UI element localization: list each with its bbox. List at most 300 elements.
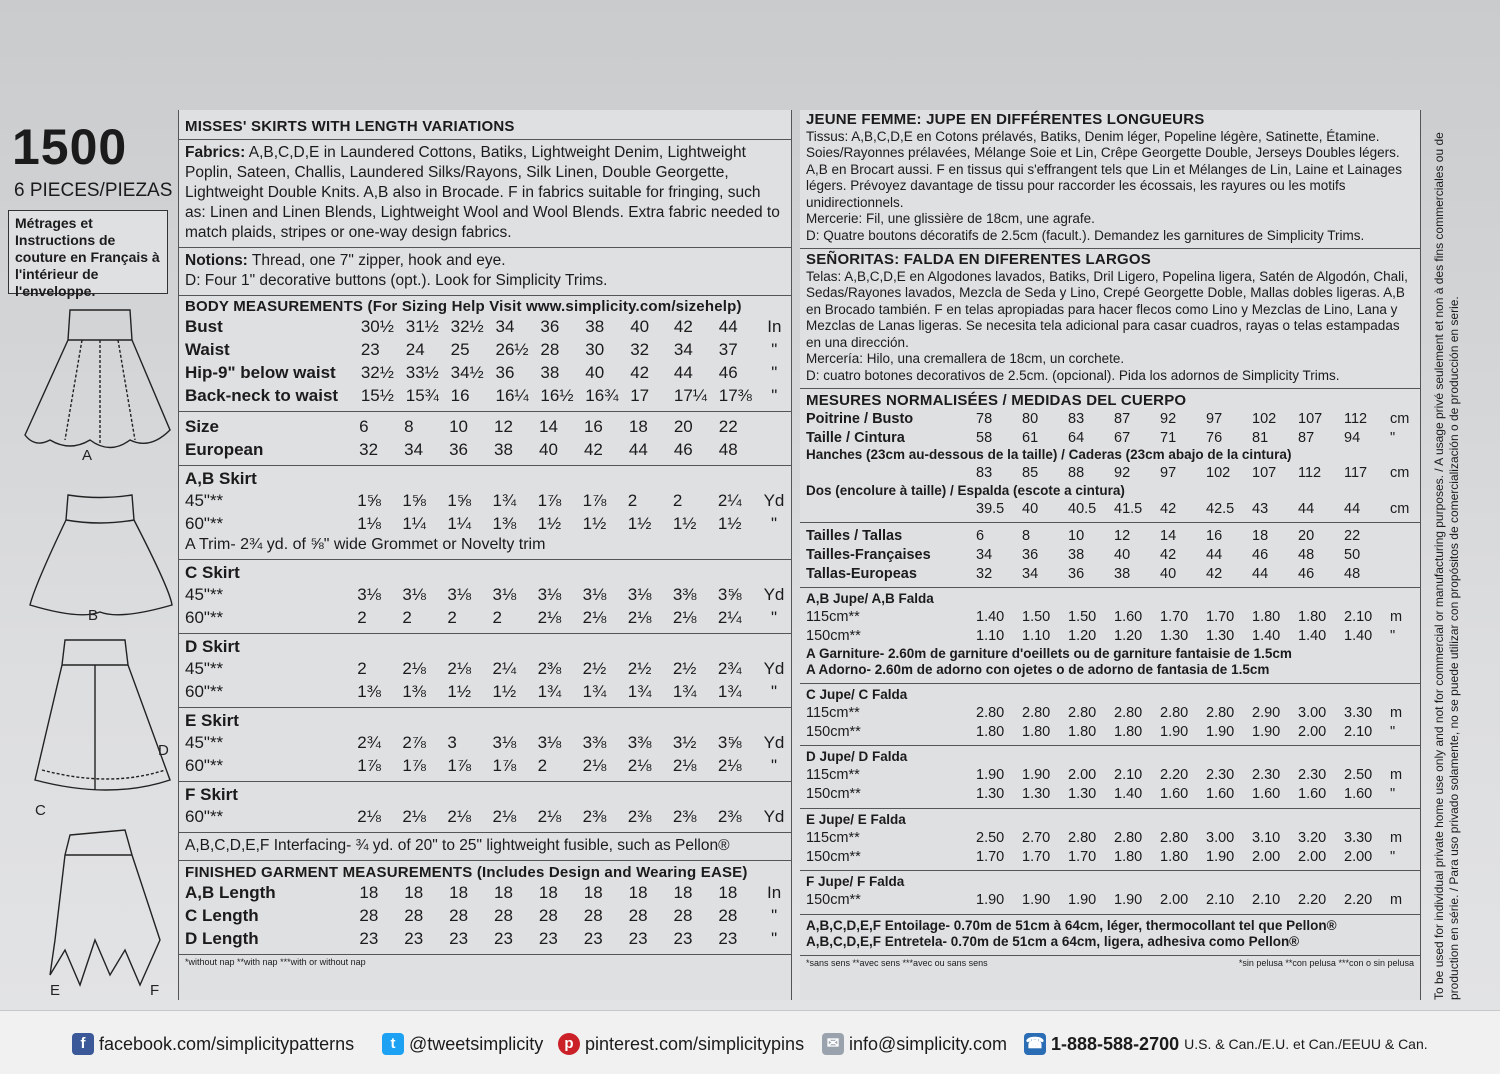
- ab-jupe-title: A,B Jupe/ A,B Falda: [806, 591, 934, 606]
- table-cell: 42: [1160, 500, 1177, 517]
- table-cell: 23: [360, 339, 380, 359]
- unit-cell: ": [771, 362, 778, 382]
- table-cell: 40: [1160, 565, 1177, 582]
- table-cell: 1.80: [1298, 609, 1327, 625]
- table-row: [806, 545, 1410, 564]
- table-cell: 40.5: [1068, 500, 1097, 517]
- table-cell: 2¾: [357, 732, 381, 752]
- ab-skirt-title: A,B Skirt: [185, 469, 257, 488]
- table-cell: 3.20: [1298, 829, 1327, 846]
- e-skirt-title: E Skirt: [185, 711, 239, 730]
- left-title-section: [179, 110, 791, 140]
- table-cell: 1½: [627, 513, 652, 533]
- table-cell: 23: [628, 928, 648, 948]
- table-cell: 20: [673, 416, 693, 436]
- facebook-icon: f: [72, 1033, 94, 1055]
- table-cell: 1⅞: [447, 755, 472, 775]
- table-cell: 31½: [405, 316, 439, 336]
- usage-disclaimer: To be used for individual private home use only and not for commercial or manufacturing purposes. / A usage privé seulement et non à des fins commerciales ou de production en série. / Para uso privado solamente, no se puede utilizar con propósitos de comercialización o de producción en serie.: [1432, 132, 1461, 1000]
- english-column: [178, 110, 792, 1000]
- table-cell: 2⅛: [492, 806, 517, 826]
- table-cell: 1.40: [976, 609, 1005, 625]
- table-cell: 24: [405, 339, 425, 359]
- ab-trim-es: A Adorno- 2.60m de adorno con ojetes o de adorno de fantasia de 1.5cm: [806, 662, 1270, 677]
- table-cell: 1.20: [1114, 628, 1143, 644]
- spanish-notions: Mercería: Hilo, una cremallera de 18cm, un corchete.: [806, 351, 1125, 366]
- table-cell: 1¾: [492, 490, 517, 510]
- phone-link[interactable]: [1024, 1033, 1428, 1055]
- table-cell: 1⅝: [447, 490, 472, 510]
- unit-cell: ": [771, 385, 778, 405]
- table-cell: 92: [1160, 410, 1177, 427]
- table-cell: 2¼: [717, 490, 742, 510]
- table-row: [185, 657, 785, 680]
- table-cell: 32: [359, 439, 379, 459]
- table-row: [806, 891, 1410, 910]
- table-cell: 2⅛: [582, 607, 607, 627]
- table-cell: 40: [538, 439, 558, 459]
- footer-bar: [0, 1010, 1500, 1074]
- table-cell: 18: [718, 882, 738, 902]
- table-cell: 107: [1298, 410, 1323, 427]
- table-cell: 18: [494, 882, 513, 902]
- table-cell: 12: [494, 416, 513, 436]
- table-cell: 3⅛: [492, 584, 517, 604]
- french-notions-2: D: Quatre boutons décoratifs de 2.5cm (facult.). Demandez les garnitures de Simplicity Trims.: [806, 227, 1365, 243]
- table-cell: 40: [1022, 500, 1039, 517]
- table-row: [185, 680, 785, 703]
- table-cell: 2.20: [1160, 767, 1189, 783]
- table-cell: 28: [449, 905, 469, 925]
- phone-text: 1-888-588-2700: [1051, 1033, 1180, 1054]
- unit-cell: cm: [1390, 465, 1410, 481]
- table-cell: 2½: [582, 658, 607, 678]
- table-cell: 2.30: [1206, 767, 1235, 783]
- e-skirt-table: [185, 731, 785, 777]
- spanish-fabrics: Telas: A,B,C,D,E en Algodones lavados, Batiks, Dril Ligero, Popelina ligera, Satén de Algodón, Chali, Sedas/Rayones lavados, Mezcla de Seda y Lino, Crepé Georgette Doble, Mallas dobles ligeras. A,B en Brocado también. F en telas apropiadas para hacer flecos como Lino y Mezclas de Lino, Lana y Mezclas de Lanas ligeras. Se necesita tela adicional para casar cuadros, rayas o telas estampadas en una dirección.: [806, 268, 1408, 350]
- table-row: [185, 927, 785, 950]
- row-label: A,B Length: [185, 882, 276, 902]
- table-cell: 1.70: [1022, 848, 1051, 865]
- table-cell: 2⅜: [672, 806, 697, 826]
- table-row: [806, 526, 1410, 545]
- table-cell: 36: [495, 362, 515, 382]
- table-cell: 16: [450, 385, 470, 405]
- table-cell: 1.90: [1068, 892, 1097, 908]
- table-cell: 1.90: [1206, 723, 1235, 740]
- table-cell: 38: [494, 439, 513, 459]
- table-cell: 67: [1114, 429, 1131, 446]
- table-cell: 10: [449, 416, 468, 436]
- unit-cell: ": [770, 607, 777, 627]
- unit-cell: [764, 415, 785, 438]
- row-label: Taille / Cintura: [806, 429, 905, 446]
- nap-footnote: *without nap **with nap ***with or without nap: [185, 957, 366, 967]
- table-cell: 97: [1160, 465, 1177, 481]
- row-spacer: [806, 499, 976, 518]
- ab-jupe-table: [806, 608, 1410, 646]
- table-cell: 1.80: [976, 723, 1005, 740]
- row-label: 60"**: [185, 755, 224, 775]
- table-cell: 42: [1160, 546, 1177, 563]
- table-cell: 36: [1022, 546, 1039, 563]
- table-cell: 1¾: [627, 681, 652, 701]
- fabrics-label: Fabrics:: [185, 144, 246, 161]
- unit-cell: In: [767, 316, 782, 336]
- f-jupe-table: [806, 891, 1410, 910]
- view-label-e: E: [50, 982, 61, 999]
- row-label: 60"**: [185, 607, 224, 627]
- d-skirt-table: [185, 657, 785, 703]
- table-cell: 1.90: [1022, 892, 1051, 908]
- table-cell: 1¾: [717, 681, 742, 701]
- row-label: 115cm**: [806, 767, 860, 783]
- table-cell: 48: [1298, 546, 1315, 563]
- row-label: 115cm**: [806, 829, 860, 846]
- table-cell: 2⅛: [717, 755, 742, 775]
- unit-cell: m: [1390, 892, 1403, 908]
- table-cell: 3⅝: [717, 732, 742, 752]
- table-cell: 2.80: [1160, 704, 1189, 721]
- row-label: Waist: [185, 339, 230, 359]
- table-cell: 2.70: [1022, 829, 1051, 846]
- interfacing-section: [800, 915, 1420, 956]
- table-cell: 23: [494, 928, 513, 948]
- table-cell: 1.70: [976, 848, 1005, 865]
- email-link[interactable]: [822, 1033, 1007, 1055]
- table-cell: 2.90: [1252, 704, 1281, 721]
- table-cell: 42: [630, 362, 650, 382]
- twitter-link[interactable]: [382, 1033, 543, 1055]
- phone-icon: ☎: [1024, 1033, 1046, 1055]
- table-cell: 44: [1206, 546, 1223, 563]
- table-cell: 2.10: [1252, 892, 1281, 908]
- table-cell: 1.40: [1298, 628, 1327, 644]
- table-row: [806, 828, 1410, 847]
- d-jupe-section: [800, 746, 1420, 809]
- unit-cell: ": [1390, 429, 1396, 446]
- table-cell: 48: [1344, 565, 1361, 582]
- c-jupe-title: C Jupe/ C Falda: [806, 686, 908, 702]
- table-cell: 38: [585, 316, 605, 336]
- table-cell: 1¼: [402, 513, 426, 533]
- table-cell: 1.90: [976, 892, 1005, 908]
- row-label: 150cm**: [806, 723, 861, 740]
- table-cell: 2⅞: [402, 732, 426, 752]
- table-cell: 1.90: [1252, 723, 1281, 740]
- table-cell: 15½: [360, 385, 394, 405]
- table-cell: 34: [1022, 565, 1039, 582]
- table-cell: 22: [718, 416, 738, 436]
- table-cell: 102: [1252, 410, 1277, 427]
- pattern-title: MISSES' SKIRTS WITH LENGTH VARIATIONS: [185, 118, 515, 135]
- row-label: 60"**: [185, 513, 224, 533]
- table-cell: 40: [585, 362, 605, 382]
- unit-cell: Yd: [763, 658, 785, 678]
- pinterest-text: pinterest.com/simplicitypins: [585, 1033, 805, 1054]
- table-cell: 3.30: [1344, 704, 1373, 721]
- table-cell: 16: [583, 416, 603, 436]
- interfacing-fr: A,B,C,D,E,F Entoilage- 0.70m de 51cm à 64cm, léger, thermocollant tel que Pellon®: [806, 917, 1337, 933]
- row-label: 115cm**: [806, 704, 860, 721]
- facebook-link[interactable]: [72, 1033, 354, 1055]
- e-jupe-title: E Jupe/ E Falda: [806, 811, 906, 827]
- table-row: [806, 564, 1410, 583]
- table-cell: 42: [1206, 565, 1223, 582]
- table-cell: 1.60: [1344, 786, 1373, 802]
- phone-note: U.S. & Can./E.U. et Can./EEUU & Can.: [1184, 1036, 1428, 1052]
- table-cell: 40: [1114, 546, 1131, 563]
- table-cell: 46: [673, 439, 693, 459]
- unit-cell: ": [771, 339, 778, 359]
- table-cell: 1.70: [1206, 609, 1235, 625]
- d-jupe-title: D Jupe/ D Falda: [806, 749, 908, 764]
- table-cell: 33½: [405, 362, 439, 382]
- table-cell: 3⅛: [402, 584, 426, 604]
- metric-size-table: [806, 526, 1410, 583]
- table-row: [806, 409, 1410, 428]
- table-row: [806, 766, 1410, 785]
- table-cell: 3⅜: [672, 584, 697, 604]
- table-cell: 23: [673, 928, 693, 948]
- table-cell: 16¼: [495, 385, 529, 405]
- table-row: [185, 438, 785, 461]
- table-cell: 2⅛: [672, 755, 697, 775]
- table-cell: 22: [1344, 527, 1361, 544]
- table-cell: 28: [583, 905, 603, 925]
- table-cell: 46: [1298, 565, 1315, 582]
- table-cell: 34: [673, 339, 693, 359]
- table-cell: 18: [673, 882, 693, 902]
- table-cell: 112: [1298, 465, 1322, 481]
- table-cell: 28: [404, 905, 424, 925]
- table-row: [185, 583, 785, 606]
- table-cell: 92: [1114, 465, 1131, 481]
- table-cell: 2.30: [1252, 767, 1281, 783]
- interfacing-text: A,B,C,D,E,F Interfacing- ¾ yd. of 20" to 25" lightweight fusible, such as Pellon®: [179, 833, 791, 861]
- skirt-view-c-drawing: [35, 640, 170, 790]
- table-cell: 1.90: [1206, 848, 1235, 865]
- table-cell: 1.60: [1252, 786, 1281, 802]
- e-jupe-section: [800, 809, 1420, 872]
- table-cell: 88: [1068, 465, 1085, 481]
- french-instructions-note: Métrages et Instructions de couture en Français à l'intérieur de l'enveloppe.: [8, 210, 168, 294]
- row-label: 45"**: [185, 658, 224, 678]
- table-cell: 12: [1114, 527, 1131, 544]
- table-cell: 1½: [582, 513, 607, 533]
- table-cell: 2⅛: [537, 607, 562, 627]
- row-label: 150cm**: [806, 892, 861, 908]
- table-cell: 28: [538, 905, 558, 925]
- table-row: [185, 384, 785, 407]
- table-cell: 14: [538, 416, 558, 436]
- table-cell: 44: [718, 316, 738, 336]
- table-cell: 87: [1114, 410, 1131, 427]
- email-text: info@simplicity.com: [849, 1033, 1007, 1054]
- table-cell: 1.80: [1022, 723, 1051, 740]
- table-cell: 46: [1252, 546, 1269, 563]
- unit-cell: [1390, 545, 1410, 564]
- view-label-c: C: [35, 802, 46, 819]
- table-cell: 28: [628, 905, 648, 925]
- table-cell: 1½: [672, 513, 697, 533]
- table-cell: 2.80: [976, 704, 1005, 721]
- table-row: [806, 428, 1410, 447]
- table-cell: 6: [976, 527, 985, 544]
- table-row: [806, 703, 1410, 722]
- table-cell: 1¾: [537, 681, 562, 701]
- table-cell: 2: [402, 607, 412, 627]
- table-cell: 30: [585, 339, 605, 359]
- table-cell: 17⅜: [718, 385, 752, 405]
- table-cell: 3.00: [1206, 829, 1235, 846]
- row-label: 150cm**: [806, 848, 861, 865]
- table-cell: 2: [672, 490, 683, 510]
- table-cell: 112: [1344, 410, 1368, 427]
- table-cell: 1.40: [1114, 786, 1143, 802]
- table-cell: 1⅝: [357, 490, 381, 510]
- table-cell: 2½: [627, 658, 652, 678]
- french-description: [800, 110, 1420, 249]
- twitter-icon: t: [382, 1033, 404, 1055]
- table-cell: 16½: [540, 385, 574, 405]
- table-cell: 1.70: [1160, 609, 1189, 625]
- table-cell: 2.10: [1344, 609, 1373, 625]
- c-skirt-section: [179, 560, 791, 634]
- table-cell: 2⅛: [537, 806, 562, 826]
- table-cell: 1.80: [1114, 723, 1143, 740]
- table-cell: 23: [538, 928, 558, 948]
- unit-cell: cm: [1390, 410, 1410, 427]
- table-cell: 43: [1252, 500, 1269, 517]
- skirt-view-b-drawing: [30, 495, 172, 615]
- table-cell: 36: [540, 316, 560, 336]
- table-cell: 2.80: [1206, 704, 1235, 721]
- table-cell: 3⅛: [582, 584, 607, 604]
- table-cell: 3⅝: [717, 584, 742, 604]
- table-cell: 2⅜: [537, 658, 562, 678]
- skirt-sketches: [20, 300, 180, 1000]
- unit-cell: Yd: [763, 490, 785, 510]
- unit-cell: Yd: [763, 806, 785, 826]
- table-cell: 1.90: [1160, 723, 1189, 740]
- c-jupe-table: [806, 703, 1410, 741]
- table-cell: 2¼: [717, 607, 742, 627]
- table-cell: 2⅜: [582, 806, 607, 826]
- table-cell: 38: [540, 362, 560, 382]
- footnote-es: *sin pelusa **con pelusa ***con o sin pelusa: [1238, 957, 1414, 968]
- table-cell: 8: [1022, 527, 1031, 544]
- back-label: Dos (encolure à taille) / Espalda (escote a cintura): [806, 482, 1125, 498]
- table-cell: 18: [538, 882, 558, 902]
- row-label: Back-neck to waist: [185, 385, 339, 405]
- row-label: 45"**: [185, 584, 224, 604]
- table-cell: 83: [1068, 410, 1085, 427]
- row-label: Tailles / Tallas: [806, 527, 903, 544]
- table-cell: 2⅛: [357, 806, 381, 826]
- unit-cell: ": [1390, 723, 1396, 740]
- table-cell: 23: [583, 928, 603, 948]
- table-cell: 1.90: [1114, 892, 1143, 908]
- table-cell: 117: [1344, 465, 1368, 481]
- table-cell: 2.20: [1298, 892, 1327, 908]
- table-row: [806, 627, 1410, 646]
- hip-label: Hanches (23cm au-dessous de la taille) / Caderas (23cm abajo de la cintura): [806, 447, 1292, 462]
- table-cell: 50: [1344, 546, 1361, 563]
- table-cell: 2.50: [976, 829, 1005, 846]
- view-label-a: A: [82, 447, 93, 464]
- table-row: [806, 499, 1410, 518]
- table-row: [185, 338, 785, 361]
- table-cell: 17: [630, 385, 650, 405]
- table-cell: 18: [583, 882, 603, 902]
- table-cell: 20: [1298, 527, 1315, 544]
- row-label: 60"**: [185, 681, 224, 701]
- table-cell: 18: [1252, 527, 1269, 544]
- table-cell: 2: [627, 490, 638, 510]
- table-cell: 1½: [447, 681, 472, 701]
- table-cell: 48: [718, 439, 738, 459]
- e-skirt-section: [179, 708, 791, 782]
- table-cell: 94: [1344, 429, 1361, 446]
- table-cell: 23: [449, 928, 469, 948]
- table-cell: 1.30: [976, 786, 1005, 802]
- pinterest-link[interactable]: [558, 1033, 804, 1055]
- table-row: [185, 881, 785, 904]
- table-cell: 2.30: [1298, 767, 1327, 783]
- table-cell: 44: [673, 362, 693, 382]
- table-cell: 44: [1298, 500, 1315, 517]
- table-cell: 15¾: [405, 385, 439, 405]
- table-cell: 1.30: [1160, 628, 1189, 644]
- view-label-d: D: [158, 742, 169, 759]
- table-cell: 2.20: [1344, 892, 1373, 908]
- table-cell: 3⅛: [447, 584, 472, 604]
- table-cell: 28: [540, 339, 560, 359]
- spanish-title: SEÑORITAS: FALDA EN DIFERENTES LARGOS: [806, 251, 1151, 268]
- table-cell: 28: [494, 905, 513, 925]
- unit-cell: [764, 438, 785, 461]
- table-cell: 1⅜: [402, 681, 426, 701]
- row-label: Hip-9" below waist: [185, 362, 336, 382]
- size-section: [179, 412, 791, 466]
- table-cell: 18: [404, 882, 424, 902]
- table-cell: 2¾: [717, 658, 742, 678]
- table-cell: 1⅝: [402, 490, 426, 510]
- table-cell: 58: [976, 429, 993, 446]
- ab-jupe-section: [800, 588, 1420, 684]
- table-cell: 2⅛: [447, 658, 472, 678]
- table-cell: 2⅛: [582, 755, 607, 775]
- table-cell: 3⅛: [537, 732, 562, 752]
- table-cell: 2½: [672, 658, 697, 678]
- notions-text: Thread, one 7" zipper, hook and eye.: [251, 252, 506, 269]
- table-cell: 2.80: [1068, 704, 1097, 721]
- table-cell: 2⅜: [627, 806, 652, 826]
- finished-measurements-table: [185, 881, 785, 950]
- unit-cell: Yd: [763, 584, 785, 604]
- spanish-notions-2: D: cuatro botones decorativos de 2.5cm. (opcional). Pida los adornos de Simplicity Trims.: [806, 367, 1340, 383]
- table-cell: 83: [976, 465, 993, 481]
- table-cell: 2.10: [1344, 723, 1373, 740]
- table-cell: 1.40: [1252, 628, 1281, 644]
- interfacing-es: A,B,C,D,E,F Entretela- 0.70m de 51cm a 64cm, ligera, adhesiva como Pellon®: [806, 934, 1300, 949]
- table-row: [185, 731, 785, 754]
- row-label: C Length: [185, 905, 259, 925]
- table-cell: 1.80: [1068, 723, 1097, 740]
- table-cell: 2.80: [1114, 704, 1143, 721]
- table-cell: 38: [1114, 565, 1131, 582]
